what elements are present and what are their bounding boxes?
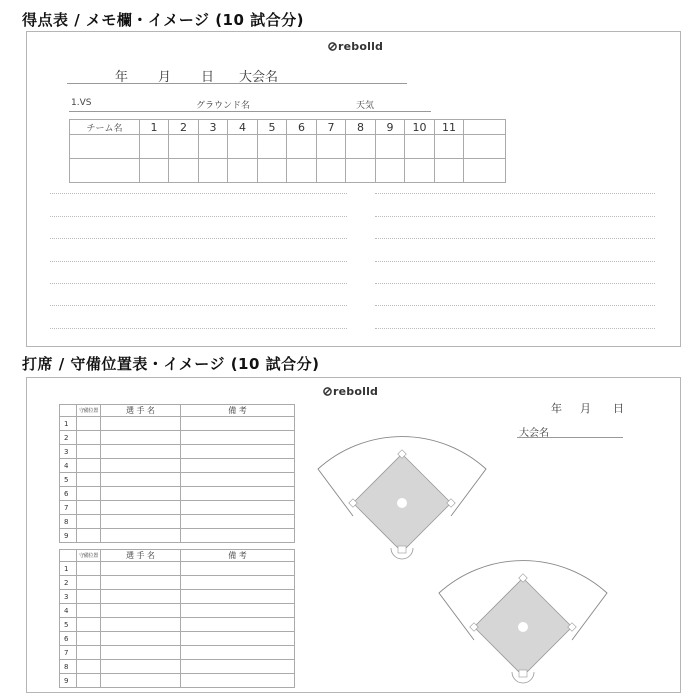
notes-cell[interactable] (181, 632, 295, 646)
position-cell[interactable] (77, 501, 101, 515)
position-header: 守備位置 (77, 550, 101, 562)
position-header: 守備位置 (77, 405, 101, 417)
position-cell[interactable] (77, 445, 101, 459)
memo-line[interactable] (375, 328, 655, 329)
notes-cell[interactable] (181, 576, 295, 590)
notes-cell[interactable] (181, 529, 295, 543)
brand-logo (323, 385, 378, 398)
notes-cell[interactable] (181, 473, 295, 487)
notes-cell[interactable] (181, 618, 295, 632)
inning-header: 11 (435, 120, 464, 135)
score-cell[interactable] (317, 159, 346, 183)
position-cell[interactable] (77, 618, 101, 632)
memo-line[interactable] (50, 193, 347, 194)
memo-line[interactable] (375, 216, 655, 217)
batting-order-number: 8 (60, 515, 77, 529)
month-label: 月 (158, 70, 172, 85)
notes-cell[interactable] (181, 515, 295, 529)
month-label: 月 (580, 402, 591, 415)
home-plate (519, 670, 527, 677)
position-cell[interactable] (77, 515, 101, 529)
home-plate (398, 546, 406, 553)
score-cell[interactable] (435, 135, 464, 159)
notes-cell[interactable] (181, 417, 295, 431)
batting-order-number: 5 (60, 618, 77, 632)
batting-order-number: 3 (60, 590, 77, 604)
score-table (69, 119, 506, 183)
memo-line[interactable] (50, 305, 347, 306)
notes-header: 備 考 (181, 550, 295, 562)
table-row (60, 417, 295, 431)
score-cell[interactable] (376, 159, 405, 183)
brand-name: rebolld (333, 385, 379, 398)
baseball-field-diagram[interactable] (435, 538, 611, 684)
position-cell[interactable] (77, 417, 101, 431)
player-name-header: 選 手 名 (101, 550, 181, 562)
position-cell[interactable] (77, 431, 101, 445)
position-cell[interactable] (77, 459, 101, 473)
table-row (60, 590, 295, 604)
notes-cell[interactable] (181, 646, 295, 660)
score-cell[interactable] (169, 159, 199, 183)
score-cell[interactable] (435, 159, 464, 183)
tournament-label: 大会名 (519, 428, 549, 439)
day-label: 日 (613, 402, 624, 415)
position-cell[interactable] (77, 660, 101, 674)
memo-line[interactable] (375, 305, 655, 306)
ground-label: グラウンド名 (196, 101, 251, 111)
score-header-row (70, 120, 506, 135)
batting-order-number: 6 (60, 487, 77, 501)
tournament-label: 大会名 (239, 70, 279, 85)
batting-order-number: 2 (60, 576, 77, 590)
year-label: 年 (115, 70, 129, 85)
batting-order-number: 7 (60, 501, 77, 515)
score-cell[interactable] (346, 159, 376, 183)
date-tournament-line (67, 66, 407, 84)
order-header (60, 405, 77, 417)
table-row (60, 501, 295, 515)
player-name-header: 選 手 名 (101, 405, 181, 417)
brand-name: rebolld (338, 40, 384, 53)
total-header (464, 120, 506, 135)
memo-line[interactable] (50, 216, 347, 217)
order-header (60, 550, 77, 562)
inning-header: 5 (258, 120, 287, 135)
table-row (60, 459, 295, 473)
roster-header-row (60, 405, 295, 417)
notes-cell[interactable] (181, 660, 295, 674)
notes-cell[interactable] (181, 590, 295, 604)
score-cell[interactable] (405, 135, 435, 159)
memo-line[interactable] (375, 261, 655, 262)
inning-header: 1 (140, 120, 169, 135)
brand-mark-icon (323, 387, 332, 396)
memo-line[interactable] (375, 238, 655, 239)
player-cell[interactable] (101, 646, 181, 660)
notes-cell[interactable] (181, 459, 295, 473)
pitchers-mound (518, 622, 528, 632)
position-cell[interactable] (77, 562, 101, 576)
table-row (60, 646, 295, 660)
score-memo-panel (26, 31, 681, 347)
notes-cell[interactable] (181, 562, 295, 576)
player-cell[interactable] (101, 604, 181, 618)
table-row (60, 515, 295, 529)
memo-line[interactable] (50, 238, 347, 239)
score-cell[interactable] (258, 159, 287, 183)
player-cell[interactable] (101, 576, 181, 590)
score-cell[interactable] (287, 159, 317, 183)
score-cell[interactable] (287, 135, 317, 159)
batting-order-number: 4 (60, 459, 77, 473)
batting-order-number: 6 (60, 632, 77, 646)
score-cell[interactable] (405, 159, 435, 183)
total-cell[interactable] (464, 135, 506, 159)
player-cell[interactable] (101, 660, 181, 674)
team-name-cell[interactable] (70, 159, 140, 183)
lineup-panel (26, 377, 681, 693)
notes-cell[interactable] (181, 604, 295, 618)
position-cell[interactable] (77, 590, 101, 604)
team-name-header: チーム名 (70, 120, 140, 135)
player-cell[interactable] (101, 487, 181, 501)
memo-line[interactable] (375, 193, 655, 194)
position-cell[interactable] (77, 473, 101, 487)
player-cell[interactable] (101, 618, 181, 632)
day-label: 日 (201, 70, 215, 85)
score-cell[interactable] (228, 135, 258, 159)
player-cell[interactable] (101, 562, 181, 576)
table-row (60, 576, 295, 590)
memo-line[interactable] (375, 283, 655, 284)
score-cell[interactable] (376, 135, 405, 159)
score-team-row (70, 135, 506, 159)
table-row (60, 529, 295, 543)
brand-mark-icon (328, 42, 337, 51)
year-label: 年 (551, 402, 562, 415)
batting-order-number: 1 (60, 417, 77, 431)
table-row (60, 473, 295, 487)
batting-order-number: 1 (60, 562, 77, 576)
batting-order-number: 9 (60, 529, 77, 543)
table-row (60, 660, 295, 674)
notes-cell[interactable] (181, 445, 295, 459)
notes-cell[interactable] (181, 487, 295, 501)
position-cell[interactable] (77, 487, 101, 501)
batting-order-number: 4 (60, 604, 77, 618)
roster-header-row (60, 550, 295, 562)
table-row (60, 431, 295, 445)
score-cell[interactable] (199, 159, 228, 183)
notes-cell[interactable] (181, 674, 295, 688)
inning-header: 6 (287, 120, 317, 135)
notes-header: 備 考 (181, 405, 295, 417)
inning-header: 4 (228, 120, 258, 135)
table-row (60, 487, 295, 501)
player-cell[interactable] (101, 445, 181, 459)
score-cell[interactable] (199, 135, 228, 159)
inning-header: 2 (169, 120, 199, 135)
batting-order-number: 2 (60, 431, 77, 445)
pitchers-mound (397, 498, 407, 508)
lineup-table-1 (59, 404, 295, 543)
batting-order-number: 7 (60, 646, 77, 660)
memo-line[interactable] (50, 261, 347, 262)
player-cell[interactable] (101, 529, 181, 543)
lineup-date-line (517, 400, 623, 416)
position-cell[interactable] (77, 604, 101, 618)
vs-ground-weather-line (69, 98, 431, 112)
batting-order-number: 5 (60, 473, 77, 487)
lineup-table-2 (59, 549, 295, 688)
total-cell[interactable] (464, 159, 506, 183)
batting-order-number: 9 (60, 674, 77, 688)
lineup-section-title: 打席 / 守備位置表・イメージ (10 試合分) (22, 355, 320, 373)
inning-header: 9 (376, 120, 405, 135)
inning-header: 7 (317, 120, 346, 135)
memo-line[interactable] (50, 283, 347, 284)
player-cell[interactable] (101, 590, 181, 604)
player-cell[interactable] (101, 632, 181, 646)
score-cell[interactable] (346, 135, 376, 159)
inning-header: 8 (346, 120, 376, 135)
table-row (60, 674, 295, 688)
score-cell[interactable] (258, 135, 287, 159)
player-cell[interactable] (101, 417, 181, 431)
position-cell[interactable] (77, 674, 101, 688)
player-cell[interactable] (101, 515, 181, 529)
player-cell[interactable] (101, 431, 181, 445)
table-row (60, 604, 295, 618)
player-cell[interactable] (101, 674, 181, 688)
position-cell[interactable] (77, 576, 101, 590)
player-cell[interactable] (101, 459, 181, 473)
brand-logo (328, 40, 383, 53)
table-row (60, 618, 295, 632)
inning-header: 10 (405, 120, 435, 135)
batting-order-number: 3 (60, 445, 77, 459)
score-cell[interactable] (228, 159, 258, 183)
inning-header: 3 (199, 120, 228, 135)
lineup-tournament-line (517, 423, 623, 438)
weather-label: 天気 (356, 101, 375, 111)
table-row (60, 445, 295, 459)
score-team-row (70, 159, 506, 183)
score-cell[interactable] (140, 135, 169, 159)
score-cell[interactable] (169, 135, 199, 159)
score-section-title: 得点表 / メモ欄・イメージ (10 試合分) (22, 11, 305, 29)
player-cell[interactable] (101, 473, 181, 487)
position-cell[interactable] (77, 529, 101, 543)
batting-order-number: 8 (60, 660, 77, 674)
team-name-cell[interactable] (70, 135, 140, 159)
memo-line[interactable] (50, 328, 347, 329)
notes-cell[interactable] (181, 501, 295, 515)
position-cell[interactable] (77, 632, 101, 646)
vs-label: 1.VS (71, 98, 92, 108)
position-cell[interactable] (77, 646, 101, 660)
table-row (60, 562, 295, 576)
notes-cell[interactable] (181, 431, 295, 445)
player-cell[interactable] (101, 501, 181, 515)
table-row (60, 632, 295, 646)
score-cell[interactable] (317, 135, 346, 159)
score-cell[interactable] (140, 159, 169, 183)
